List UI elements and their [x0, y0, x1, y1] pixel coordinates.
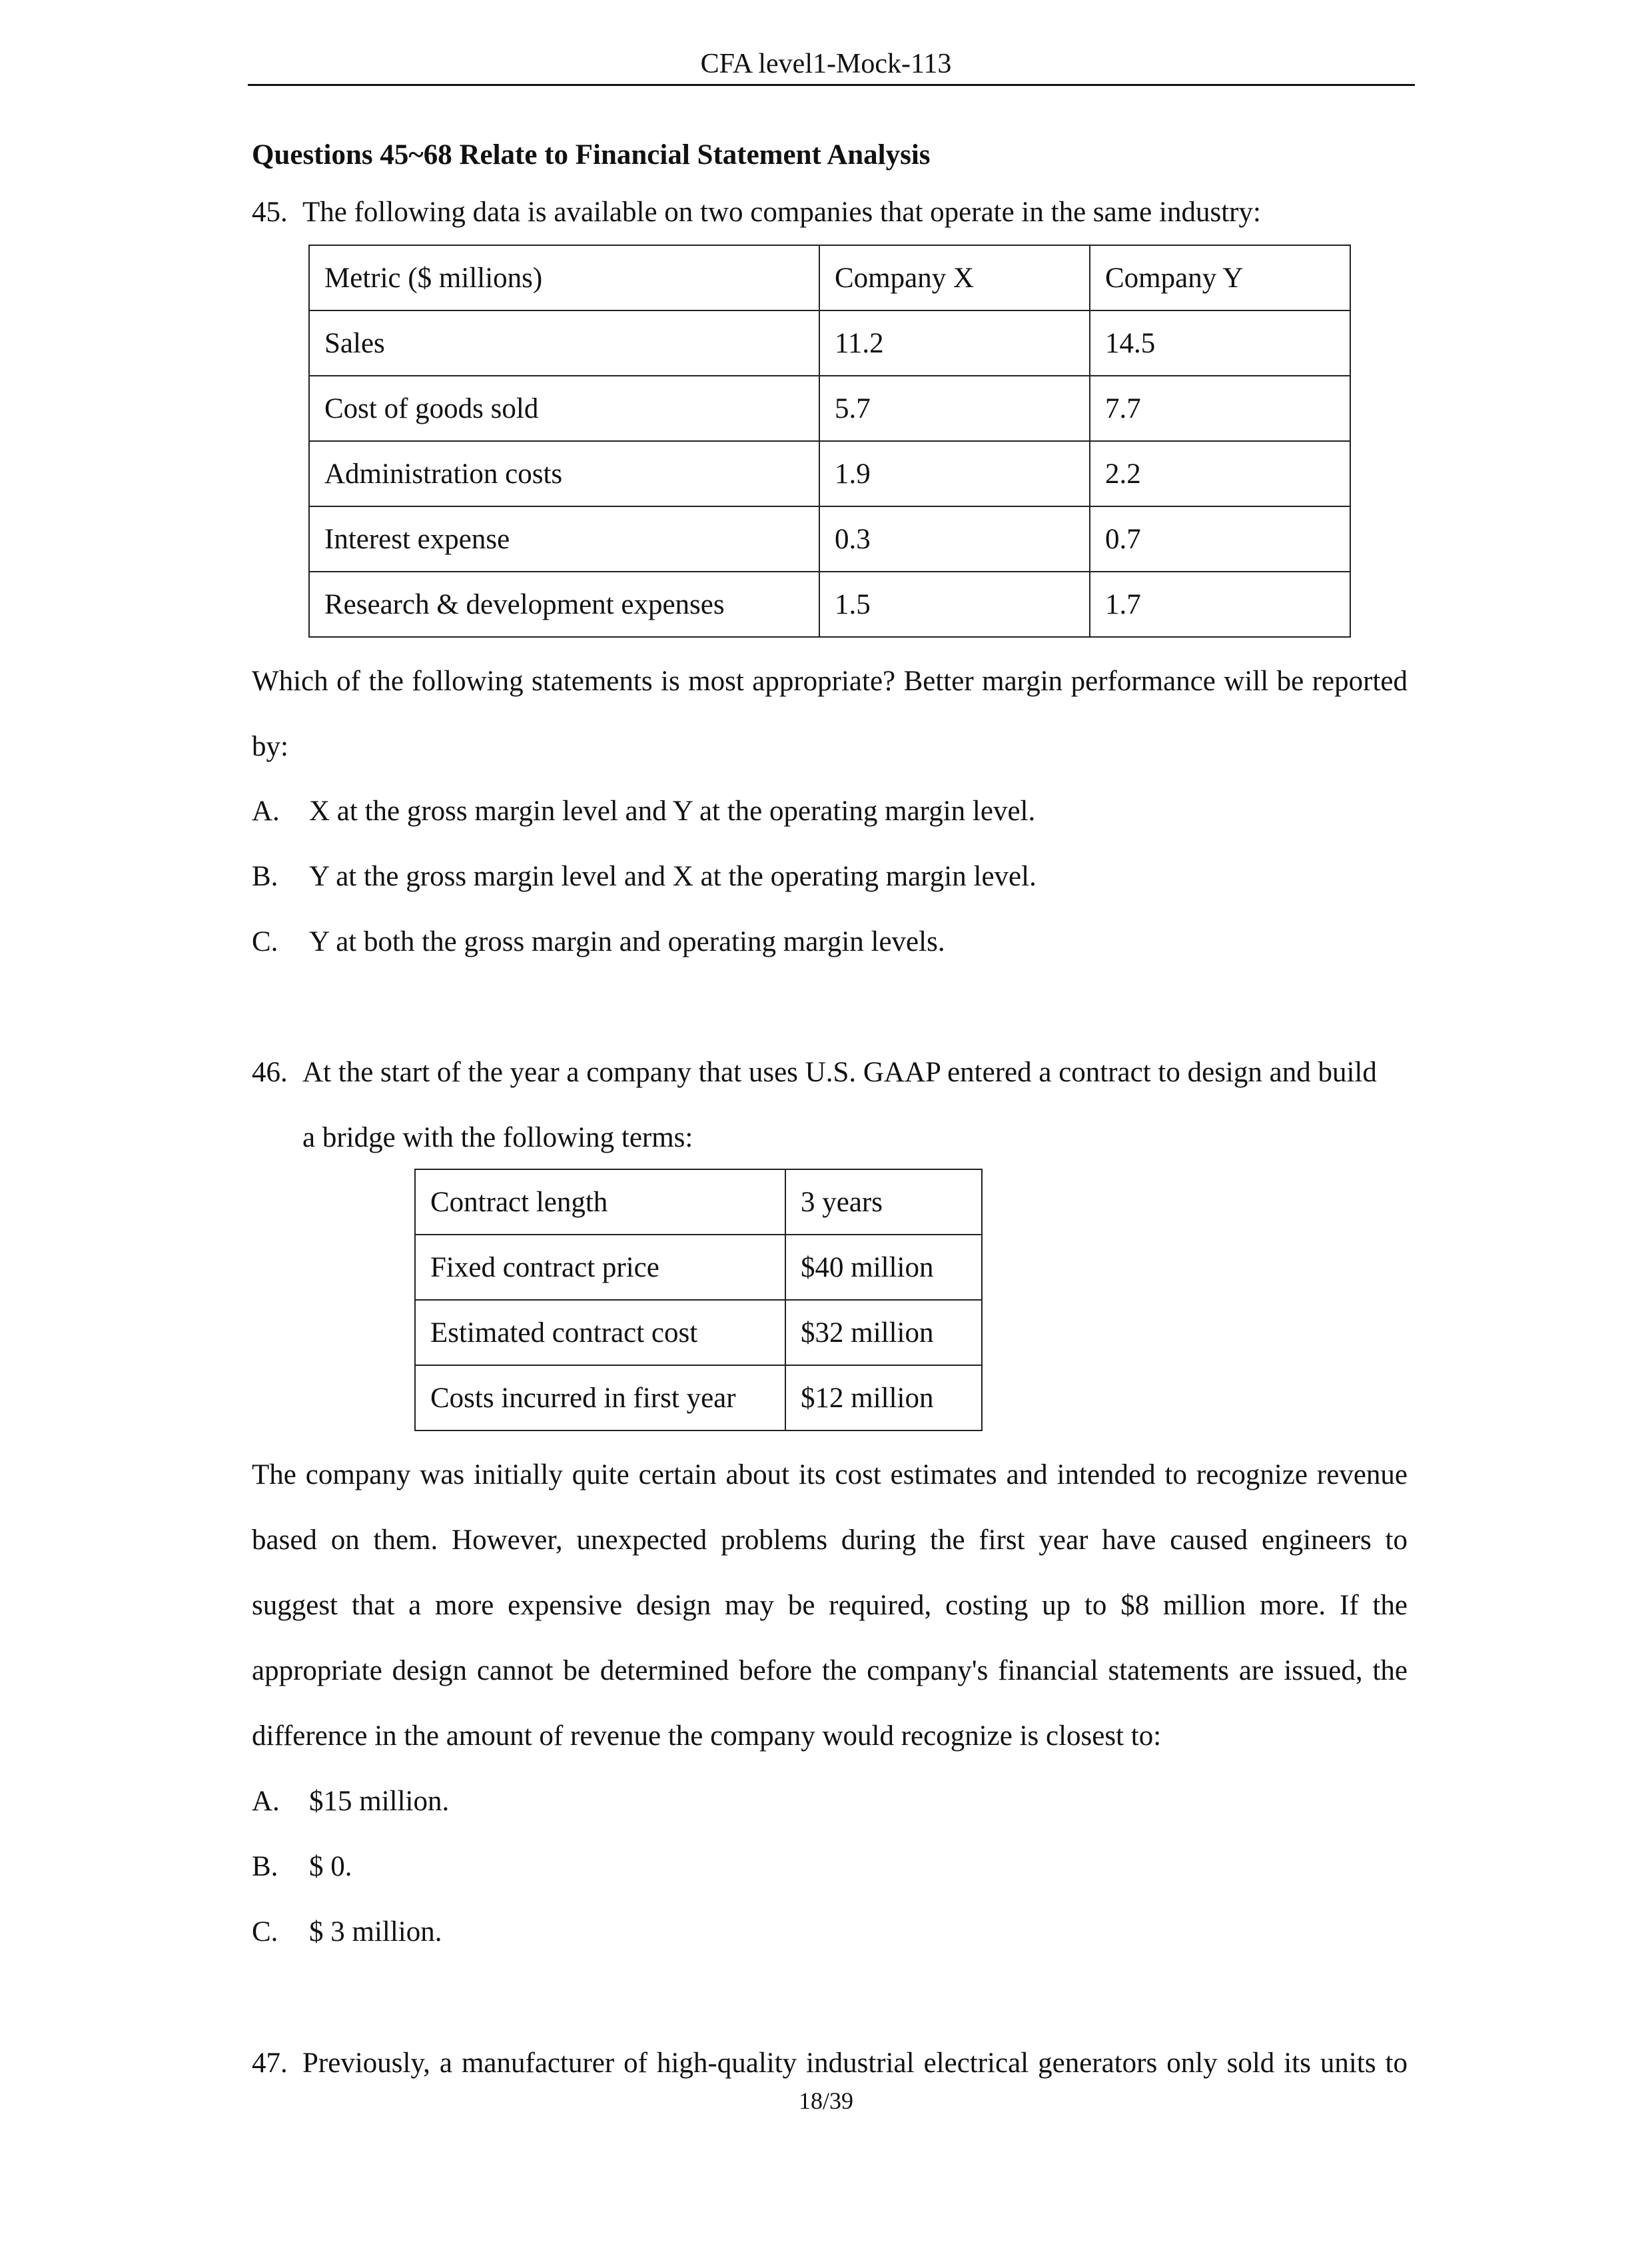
- table-header-cell: Company X: [819, 245, 1090, 310]
- table-row: [415, 1300, 982, 1365]
- table-row: [309, 376, 1350, 441]
- table-cell: $32 million: [785, 1300, 982, 1365]
- table-cell: Administration costs: [309, 441, 819, 506]
- option-text: $ 3 million.: [309, 1916, 442, 1948]
- table-cell: 0.7: [1090, 506, 1350, 572]
- q46-number: 46.: [252, 1057, 288, 1088]
- q46-question: The company was initially quite certain about its cost estimates and intended to recognize revenue based on them. However, unexpected problems during the first year have caused engineers to suggest that a more expensive design may be required, costing up to $8 million more. If the appropriate design cannot be determined before the company's financial statements are issued, the difference in the amount of revenue the company would recognize is closest to:: [252, 1459, 1408, 1752]
- table-row: [415, 1235, 982, 1300]
- option-text: X at the gross margin level and Y at the operating margin level.: [309, 796, 1036, 827]
- q46-stem-line2: a bridge with the following terms:: [302, 1122, 693, 1153]
- table-cell: Cost of goods sold: [309, 376, 819, 441]
- table-cell: 11.2: [819, 310, 1090, 376]
- q45-stem: [252, 180, 1261, 245]
- table-cell: 0.3: [819, 506, 1090, 572]
- option-text: $15 million.: [309, 1786, 450, 1817]
- table-cell: $12 million: [785, 1365, 982, 1430]
- q46-stem-line1: [252, 1040, 1377, 1105]
- table-row: [309, 310, 1350, 376]
- table-cell: 1.5: [819, 572, 1090, 637]
- table-cell: 1.9: [819, 441, 1090, 506]
- table-cell: 7.7: [1090, 376, 1350, 441]
- table-row: [309, 506, 1350, 572]
- q45-data-table: [308, 245, 1351, 638]
- table-cell: 1.7: [1090, 572, 1350, 637]
- table-cell: 5.7: [819, 376, 1090, 441]
- table-cell: Research & development expenses: [309, 572, 819, 637]
- option-letter: B.: [252, 1851, 278, 1882]
- q47-stem-text: Previously, a manufacturer of high-quality industrial electrical generators only sold its units to: [302, 2047, 1408, 2079]
- page-header-title: CFA level1-Mock-113: [700, 49, 952, 79]
- q45-question: Which of the following statements is most appropriate? Better margin performance will be reported by:: [252, 666, 1408, 762]
- table-cell: Interest expense: [309, 506, 819, 572]
- table-header-cell: Company Y: [1090, 245, 1350, 310]
- table-header-cell: Metric ($ millions): [309, 245, 819, 310]
- section-title: Questions 45~68 Relate to Financial Statement Analysis: [252, 139, 931, 171]
- option-letter: C.: [252, 1916, 278, 1948]
- q45-option-c[interactable]: [252, 909, 945, 975]
- table-cell: Costs incurred in first year: [415, 1365, 785, 1430]
- option-letter: A.: [252, 1786, 280, 1817]
- q47-number: 47.: [252, 2047, 288, 2079]
- header-rule: [248, 84, 1415, 86]
- q45-number: 45.: [252, 197, 288, 228]
- table-row: [415, 1169, 982, 1235]
- table-cell: Sales: [309, 310, 819, 376]
- table-row: [309, 572, 1350, 637]
- q45-option-b[interactable]: [252, 844, 1036, 909]
- option-text: Y at both the gross margin and operating margin levels.: [309, 926, 945, 957]
- table-row: [309, 441, 1350, 506]
- q46-option-a[interactable]: [252, 1769, 449, 1834]
- q46-option-c[interactable]: [252, 1900, 442, 1965]
- q46-stem-text: At the start of the year a company that uses U.S. GAAP entered a contract to design and build: [302, 1057, 1377, 1088]
- table-cell: 2.2: [1090, 441, 1350, 506]
- q46-option-b[interactable]: [252, 1834, 352, 1900]
- table-cell: 3 years: [785, 1169, 982, 1235]
- table-cell: Fixed contract price: [415, 1235, 785, 1300]
- table-header-row: [309, 245, 1350, 310]
- table-cell: Contract length: [415, 1169, 785, 1235]
- option-text: $ 0.: [309, 1851, 352, 1882]
- page-number: 18/39: [798, 2087, 853, 2114]
- q46-contract-table: [414, 1169, 983, 1431]
- option-letter: B.: [252, 861, 278, 892]
- option-letter: C.: [252, 926, 278, 957]
- option-text: Y at the gross margin level and X at the operating margin level.: [309, 861, 1036, 892]
- q45-stem-text: The following data is available on two companies that operate in the same industry:: [302, 197, 1261, 228]
- table-cell: $40 million: [785, 1235, 982, 1300]
- option-letter: A.: [252, 796, 280, 827]
- q45-option-a[interactable]: [252, 779, 1035, 844]
- table-cell: 14.5: [1090, 310, 1350, 376]
- table-cell: Estimated contract cost: [415, 1300, 785, 1365]
- table-row: [415, 1365, 982, 1430]
